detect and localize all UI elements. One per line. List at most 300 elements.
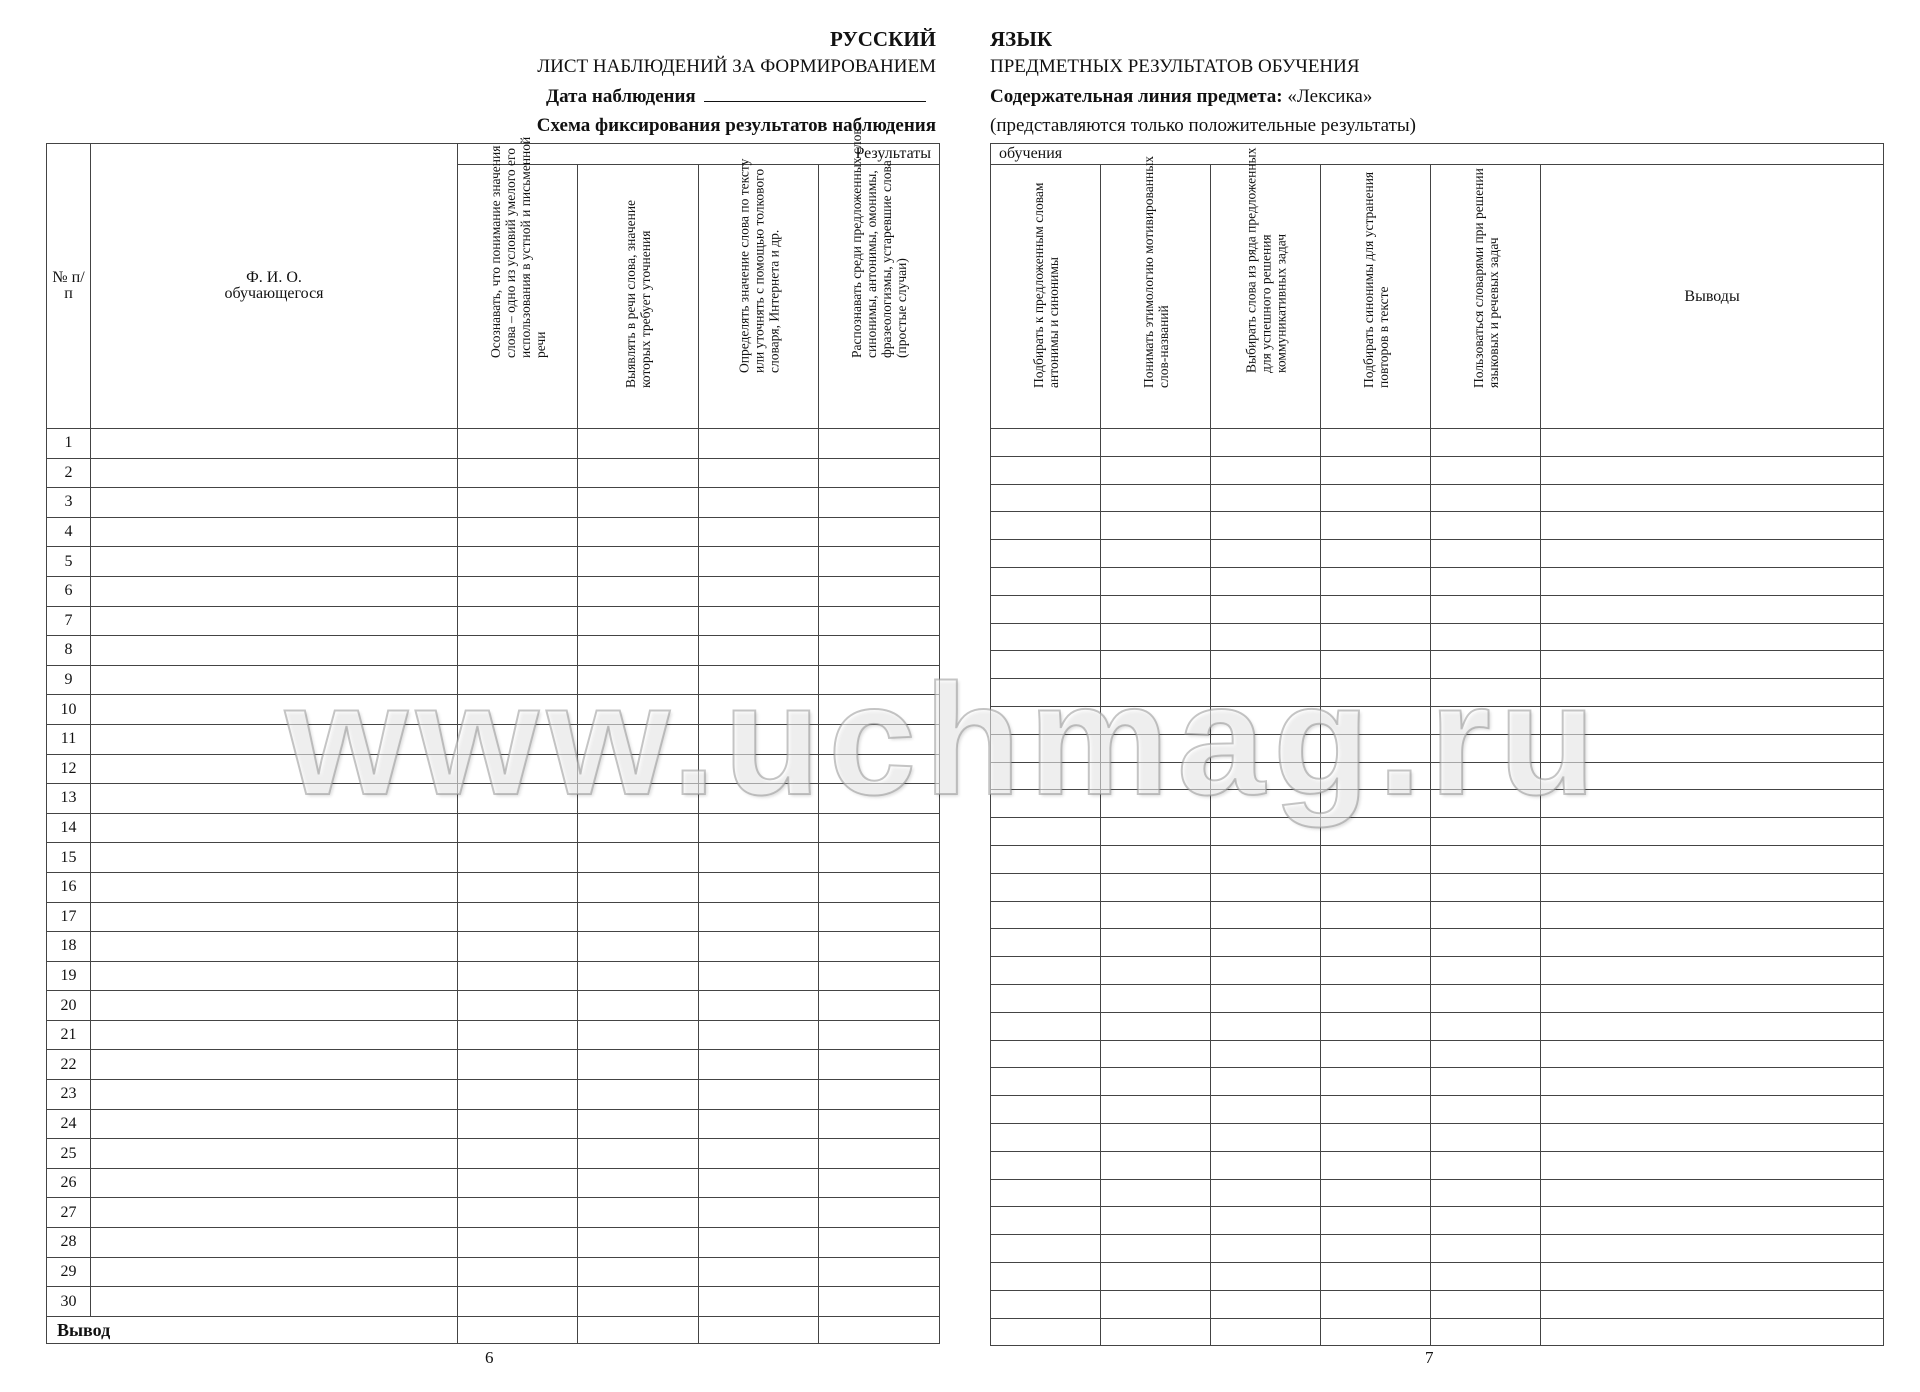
- result-cell[interactable]: [1211, 1040, 1321, 1068]
- student-name-cell[interactable]: [91, 724, 458, 754]
- result-cell[interactable]: [1211, 762, 1321, 790]
- result-cell[interactable]: [578, 1050, 699, 1080]
- footer-cell[interactable]: [458, 1316, 578, 1343]
- result-cell[interactable]: [578, 1109, 699, 1139]
- result-cell[interactable]: [819, 872, 940, 902]
- result-cell[interactable]: [699, 724, 819, 754]
- result-cell[interactable]: [1101, 1235, 1211, 1263]
- student-name-cell[interactable]: [91, 636, 458, 666]
- conclusion-cell[interactable]: [1541, 1151, 1884, 1179]
- result-cell[interactable]: [458, 1228, 578, 1258]
- result-cell[interactable]: [819, 932, 940, 962]
- conclusion-cell[interactable]: [1541, 456, 1884, 484]
- student-name-cell[interactable]: [91, 1139, 458, 1169]
- result-cell[interactable]: [1321, 623, 1431, 651]
- result-cell[interactable]: [578, 695, 699, 725]
- result-cell[interactable]: [699, 1139, 819, 1169]
- result-cell[interactable]: [578, 1139, 699, 1169]
- result-cell[interactable]: [1321, 456, 1431, 484]
- result-cell[interactable]: [1101, 1262, 1211, 1290]
- result-cell[interactable]: [991, 1179, 1101, 1207]
- result-cell[interactable]: [1431, 984, 1541, 1012]
- result-cell[interactable]: [1211, 1207, 1321, 1235]
- result-cell[interactable]: [1101, 1040, 1211, 1068]
- student-name-cell[interactable]: [91, 429, 458, 459]
- result-cell[interactable]: [458, 784, 578, 814]
- result-cell[interactable]: [1211, 651, 1321, 679]
- conclusion-cell[interactable]: [1541, 595, 1884, 623]
- result-cell[interactable]: [458, 606, 578, 636]
- result-cell[interactable]: [1321, 929, 1431, 957]
- result-cell[interactable]: [578, 784, 699, 814]
- conclusion-cell[interactable]: [1541, 1262, 1884, 1290]
- result-cell[interactable]: [699, 1228, 819, 1258]
- result-cell[interactable]: [819, 813, 940, 843]
- result-cell[interactable]: [1321, 595, 1431, 623]
- result-cell[interactable]: [819, 488, 940, 518]
- student-name-cell[interactable]: [91, 576, 458, 606]
- result-cell[interactable]: [1321, 1123, 1431, 1151]
- result-cell[interactable]: [1431, 512, 1541, 540]
- result-cell[interactable]: [991, 651, 1101, 679]
- result-cell[interactable]: [1431, 901, 1541, 929]
- result-cell[interactable]: [458, 754, 578, 784]
- result-cell[interactable]: [1321, 1235, 1431, 1263]
- result-cell[interactable]: [1211, 540, 1321, 568]
- result-cell[interactable]: [578, 1080, 699, 1110]
- result-cell[interactable]: [1211, 1262, 1321, 1290]
- result-cell[interactable]: [991, 679, 1101, 707]
- student-name-cell[interactable]: [91, 665, 458, 695]
- result-cell[interactable]: [1211, 957, 1321, 985]
- result-cell[interactable]: [1431, 679, 1541, 707]
- result-cell[interactable]: [1321, 484, 1431, 512]
- result-cell[interactable]: [819, 1228, 940, 1258]
- result-cell[interactable]: [1431, 429, 1541, 457]
- result-cell[interactable]: [458, 843, 578, 873]
- conclusion-cell[interactable]: [1541, 484, 1884, 512]
- result-cell[interactable]: [699, 547, 819, 577]
- result-cell[interactable]: [458, 665, 578, 695]
- result-cell[interactable]: [1101, 1096, 1211, 1124]
- student-name-cell[interactable]: [91, 517, 458, 547]
- result-cell[interactable]: [1211, 1151, 1321, 1179]
- result-cell[interactable]: [1211, 679, 1321, 707]
- result-cell[interactable]: [1101, 623, 1211, 651]
- result-cell[interactable]: [991, 790, 1101, 818]
- result-cell[interactable]: [1321, 957, 1431, 985]
- result-cell[interactable]: [1431, 1123, 1541, 1151]
- conclusion-cell[interactable]: [1541, 1096, 1884, 1124]
- result-cell[interactable]: [991, 734, 1101, 762]
- footer-cell[interactable]: [699, 1316, 819, 1343]
- result-cell[interactable]: [991, 1096, 1101, 1124]
- result-cell[interactable]: [699, 517, 819, 547]
- result-cell[interactable]: [1101, 651, 1211, 679]
- result-cell[interactable]: [1431, 845, 1541, 873]
- student-name-cell[interactable]: [91, 488, 458, 518]
- result-cell[interactable]: [699, 1287, 819, 1317]
- result-cell[interactable]: [1101, 1123, 1211, 1151]
- result-cell[interactable]: [578, 991, 699, 1021]
- result-cell[interactable]: [458, 961, 578, 991]
- result-cell[interactable]: [991, 762, 1101, 790]
- result-cell[interactable]: [458, 872, 578, 902]
- result-cell[interactable]: [699, 1020, 819, 1050]
- result-cell[interactable]: [458, 1020, 578, 1050]
- student-name-cell[interactable]: [91, 902, 458, 932]
- conclusion-cell[interactable]: [1541, 873, 1884, 901]
- result-cell[interactable]: [1431, 1068, 1541, 1096]
- result-cell[interactable]: [991, 429, 1101, 457]
- result-cell[interactable]: [819, 1080, 940, 1110]
- result-cell[interactable]: [458, 1109, 578, 1139]
- result-cell[interactable]: [819, 1287, 940, 1317]
- result-cell[interactable]: [1431, 484, 1541, 512]
- result-cell[interactable]: [819, 843, 940, 873]
- result-cell[interactable]: [1211, 790, 1321, 818]
- student-name-cell[interactable]: [91, 813, 458, 843]
- result-cell[interactable]: [819, 902, 940, 932]
- result-cell[interactable]: [1101, 1318, 1211, 1346]
- result-cell[interactable]: [699, 754, 819, 784]
- result-cell[interactable]: [991, 901, 1101, 929]
- result-cell[interactable]: [1321, 1040, 1431, 1068]
- result-cell[interactable]: [1211, 456, 1321, 484]
- result-cell[interactable]: [991, 1318, 1101, 1346]
- result-cell[interactable]: [1211, 1318, 1321, 1346]
- result-cell[interactable]: [819, 547, 940, 577]
- result-cell[interactable]: [458, 695, 578, 725]
- result-cell[interactable]: [1321, 845, 1431, 873]
- student-name-cell[interactable]: [91, 932, 458, 962]
- result-cell[interactable]: [699, 458, 819, 488]
- result-cell[interactable]: [819, 576, 940, 606]
- conclusion-cell[interactable]: [1541, 540, 1884, 568]
- conclusion-cell[interactable]: [1541, 984, 1884, 1012]
- result-cell[interactable]: [458, 1257, 578, 1287]
- student-name-cell[interactable]: [91, 547, 458, 577]
- result-cell[interactable]: [458, 724, 578, 754]
- student-name-cell[interactable]: [91, 754, 458, 784]
- result-cell[interactable]: [1211, 929, 1321, 957]
- result-cell[interactable]: [578, 606, 699, 636]
- conclusion-cell[interactable]: [1541, 512, 1884, 540]
- result-cell[interactable]: [1101, 957, 1211, 985]
- result-cell[interactable]: [1431, 651, 1541, 679]
- result-cell[interactable]: [699, 606, 819, 636]
- result-cell[interactable]: [699, 1050, 819, 1080]
- result-cell[interactable]: [1321, 1096, 1431, 1124]
- result-cell[interactable]: [819, 754, 940, 784]
- student-name-cell[interactable]: [91, 784, 458, 814]
- result-cell[interactable]: [699, 872, 819, 902]
- result-cell[interactable]: [1101, 484, 1211, 512]
- result-cell[interactable]: [1431, 734, 1541, 762]
- conclusion-cell[interactable]: [1541, 1012, 1884, 1040]
- result-cell[interactable]: [1101, 1151, 1211, 1179]
- result-cell[interactable]: [1101, 1068, 1211, 1096]
- student-name-cell[interactable]: [91, 606, 458, 636]
- result-cell[interactable]: [991, 512, 1101, 540]
- result-cell[interactable]: [578, 932, 699, 962]
- result-cell[interactable]: [578, 754, 699, 784]
- result-cell[interactable]: [1431, 790, 1541, 818]
- conclusion-cell[interactable]: [1541, 1040, 1884, 1068]
- result-cell[interactable]: [1211, 873, 1321, 901]
- result-cell[interactable]: [578, 1020, 699, 1050]
- result-cell[interactable]: [819, 1020, 940, 1050]
- conclusion-cell[interactable]: [1541, 651, 1884, 679]
- result-cell[interactable]: [1321, 1318, 1431, 1346]
- result-cell[interactable]: [819, 1109, 940, 1139]
- result-cell[interactable]: [1211, 1235, 1321, 1263]
- student-name-cell[interactable]: [91, 695, 458, 725]
- result-cell[interactable]: [458, 517, 578, 547]
- result-cell[interactable]: [699, 843, 819, 873]
- result-cell[interactable]: [1211, 818, 1321, 846]
- result-cell[interactable]: [1431, 456, 1541, 484]
- result-cell[interactable]: [1101, 929, 1211, 957]
- conclusion-cell[interactable]: [1541, 957, 1884, 985]
- result-cell[interactable]: [1211, 901, 1321, 929]
- result-cell[interactable]: [991, 957, 1101, 985]
- result-cell[interactable]: [991, 1068, 1101, 1096]
- result-cell[interactable]: [1321, 762, 1431, 790]
- student-name-cell[interactable]: [91, 1198, 458, 1228]
- result-cell[interactable]: [578, 902, 699, 932]
- result-cell[interactable]: [1431, 706, 1541, 734]
- result-cell[interactable]: [819, 429, 940, 459]
- result-cell[interactable]: [578, 576, 699, 606]
- result-cell[interactable]: [991, 1040, 1101, 1068]
- result-cell[interactable]: [578, 813, 699, 843]
- result-cell[interactable]: [1321, 901, 1431, 929]
- result-cell[interactable]: [578, 458, 699, 488]
- result-cell[interactable]: [1211, 429, 1321, 457]
- result-cell[interactable]: [1211, 484, 1321, 512]
- result-cell[interactable]: [1321, 1207, 1431, 1235]
- result-cell[interactable]: [699, 813, 819, 843]
- result-cell[interactable]: [1101, 679, 1211, 707]
- conclusion-cell[interactable]: [1541, 1207, 1884, 1235]
- student-name-cell[interactable]: [91, 991, 458, 1021]
- result-cell[interactable]: [1431, 957, 1541, 985]
- result-cell[interactable]: [578, 1287, 699, 1317]
- student-name-cell[interactable]: [91, 1168, 458, 1198]
- result-cell[interactable]: [1211, 595, 1321, 623]
- result-cell[interactable]: [819, 665, 940, 695]
- result-cell[interactable]: [458, 1168, 578, 1198]
- result-cell[interactable]: [819, 1257, 940, 1287]
- result-cell[interactable]: [699, 1109, 819, 1139]
- result-cell[interactable]: [458, 902, 578, 932]
- conclusion-cell[interactable]: [1541, 623, 1884, 651]
- result-cell[interactable]: [699, 576, 819, 606]
- result-cell[interactable]: [699, 429, 819, 459]
- result-cell[interactable]: [1431, 1262, 1541, 1290]
- result-cell[interactable]: [1211, 1290, 1321, 1318]
- student-name-cell[interactable]: [91, 1080, 458, 1110]
- result-cell[interactable]: [699, 488, 819, 518]
- result-cell[interactable]: [578, 872, 699, 902]
- result-cell[interactable]: [699, 1168, 819, 1198]
- result-cell[interactable]: [1431, 1040, 1541, 1068]
- result-cell[interactable]: [578, 488, 699, 518]
- result-cell[interactable]: [1101, 818, 1211, 846]
- result-cell[interactable]: [699, 961, 819, 991]
- result-cell[interactable]: [819, 1050, 940, 1080]
- result-cell[interactable]: [991, 484, 1101, 512]
- student-name-cell[interactable]: [91, 872, 458, 902]
- result-cell[interactable]: [1321, 679, 1431, 707]
- student-name-cell[interactable]: [91, 1109, 458, 1139]
- result-cell[interactable]: [991, 845, 1101, 873]
- result-cell[interactable]: [699, 902, 819, 932]
- result-cell[interactable]: [819, 1168, 940, 1198]
- result-cell[interactable]: [1431, 762, 1541, 790]
- result-cell[interactable]: [1321, 1012, 1431, 1040]
- result-cell[interactable]: [991, 623, 1101, 651]
- conclusion-cell[interactable]: [1541, 567, 1884, 595]
- result-cell[interactable]: [1211, 706, 1321, 734]
- result-cell[interactable]: [1321, 1179, 1431, 1207]
- result-cell[interactable]: [578, 429, 699, 459]
- conclusion-cell[interactable]: [1541, 929, 1884, 957]
- result-cell[interactable]: [578, 961, 699, 991]
- result-cell[interactable]: [1321, 790, 1431, 818]
- student-name-cell[interactable]: [91, 961, 458, 991]
- result-cell[interactable]: [819, 458, 940, 488]
- conclusion-cell[interactable]: [1541, 1123, 1884, 1151]
- result-cell[interactable]: [1101, 845, 1211, 873]
- result-cell[interactable]: [1101, 762, 1211, 790]
- result-cell[interactable]: [1211, 1179, 1321, 1207]
- result-cell[interactable]: [1211, 623, 1321, 651]
- result-cell[interactable]: [1101, 456, 1211, 484]
- result-cell[interactable]: [991, 567, 1101, 595]
- result-cell[interactable]: [991, 873, 1101, 901]
- result-cell[interactable]: [1321, 873, 1431, 901]
- result-cell[interactable]: [1321, 1068, 1431, 1096]
- result-cell[interactable]: [1431, 1318, 1541, 1346]
- result-cell[interactable]: [1211, 1096, 1321, 1124]
- result-cell[interactable]: [1211, 984, 1321, 1012]
- student-name-cell[interactable]: [91, 1257, 458, 1287]
- result-cell[interactable]: [991, 706, 1101, 734]
- result-cell[interactable]: [991, 1290, 1101, 1318]
- result-cell[interactable]: [578, 724, 699, 754]
- result-cell[interactable]: [1211, 512, 1321, 540]
- result-cell[interactable]: [578, 1228, 699, 1258]
- result-cell[interactable]: [699, 932, 819, 962]
- result-cell[interactable]: [1101, 512, 1211, 540]
- student-name-cell[interactable]: [91, 1050, 458, 1080]
- result-cell[interactable]: [458, 1287, 578, 1317]
- result-cell[interactable]: [458, 488, 578, 518]
- result-cell[interactable]: [1321, 429, 1431, 457]
- conclusion-cell[interactable]: [1541, 790, 1884, 818]
- result-cell[interactable]: [1101, 734, 1211, 762]
- result-cell[interactable]: [991, 1235, 1101, 1263]
- result-cell[interactable]: [1101, 790, 1211, 818]
- result-cell[interactable]: [991, 984, 1101, 1012]
- result-cell[interactable]: [1101, 1207, 1211, 1235]
- result-cell[interactable]: [1321, 567, 1431, 595]
- result-cell[interactable]: [1101, 595, 1211, 623]
- conclusion-cell[interactable]: [1541, 1179, 1884, 1207]
- result-cell[interactable]: [819, 724, 940, 754]
- result-cell[interactable]: [1101, 1290, 1211, 1318]
- conclusion-cell[interactable]: [1541, 734, 1884, 762]
- result-cell[interactable]: [1431, 623, 1541, 651]
- result-cell[interactable]: [458, 1080, 578, 1110]
- result-cell[interactable]: [991, 1207, 1101, 1235]
- conclusion-cell[interactable]: [1541, 1068, 1884, 1096]
- result-cell[interactable]: [991, 540, 1101, 568]
- result-cell[interactable]: [458, 1139, 578, 1169]
- conclusion-cell[interactable]: [1541, 1290, 1884, 1318]
- result-cell[interactable]: [578, 547, 699, 577]
- result-cell[interactable]: [991, 1012, 1101, 1040]
- result-cell[interactable]: [1321, 1290, 1431, 1318]
- result-cell[interactable]: [1321, 706, 1431, 734]
- conclusion-cell[interactable]: [1541, 901, 1884, 929]
- result-cell[interactable]: [1431, 595, 1541, 623]
- result-cell[interactable]: [578, 665, 699, 695]
- result-cell[interactable]: [699, 695, 819, 725]
- conclusion-cell[interactable]: [1541, 845, 1884, 873]
- result-cell[interactable]: [1101, 429, 1211, 457]
- result-cell[interactable]: [1101, 1179, 1211, 1207]
- result-cell[interactable]: [699, 991, 819, 1021]
- result-cell[interactable]: [578, 1168, 699, 1198]
- student-name-cell[interactable]: [91, 843, 458, 873]
- result-cell[interactable]: [1431, 1207, 1541, 1235]
- conclusion-cell[interactable]: [1541, 818, 1884, 846]
- result-cell[interactable]: [578, 636, 699, 666]
- footer-cell[interactable]: [819, 1316, 940, 1343]
- result-cell[interactable]: [819, 1139, 940, 1169]
- result-cell[interactable]: [699, 636, 819, 666]
- result-cell[interactable]: [1101, 901, 1211, 929]
- result-cell[interactable]: [991, 595, 1101, 623]
- result-cell[interactable]: [458, 813, 578, 843]
- result-cell[interactable]: [991, 1262, 1101, 1290]
- result-cell[interactable]: [1431, 1096, 1541, 1124]
- result-cell[interactable]: [1321, 734, 1431, 762]
- result-cell[interactable]: [1211, 845, 1321, 873]
- result-cell[interactable]: [991, 818, 1101, 846]
- result-cell[interactable]: [1101, 873, 1211, 901]
- result-cell[interactable]: [458, 547, 578, 577]
- result-cell[interactable]: [819, 784, 940, 814]
- result-cell[interactable]: [1321, 984, 1431, 1012]
- result-cell[interactable]: [819, 517, 940, 547]
- result-cell[interactable]: [1211, 567, 1321, 595]
- footer-cell[interactable]: [578, 1316, 699, 1343]
- conclusion-cell[interactable]: [1541, 1318, 1884, 1346]
- result-cell[interactable]: [1431, 1151, 1541, 1179]
- conclusion-cell[interactable]: [1541, 706, 1884, 734]
- result-cell[interactable]: [819, 636, 940, 666]
- result-cell[interactable]: [819, 961, 940, 991]
- result-cell[interactable]: [578, 517, 699, 547]
- result-cell[interactable]: [458, 636, 578, 666]
- result-cell[interactable]: [699, 784, 819, 814]
- result-cell[interactable]: [1101, 1012, 1211, 1040]
- result-cell[interactable]: [1431, 1235, 1541, 1263]
